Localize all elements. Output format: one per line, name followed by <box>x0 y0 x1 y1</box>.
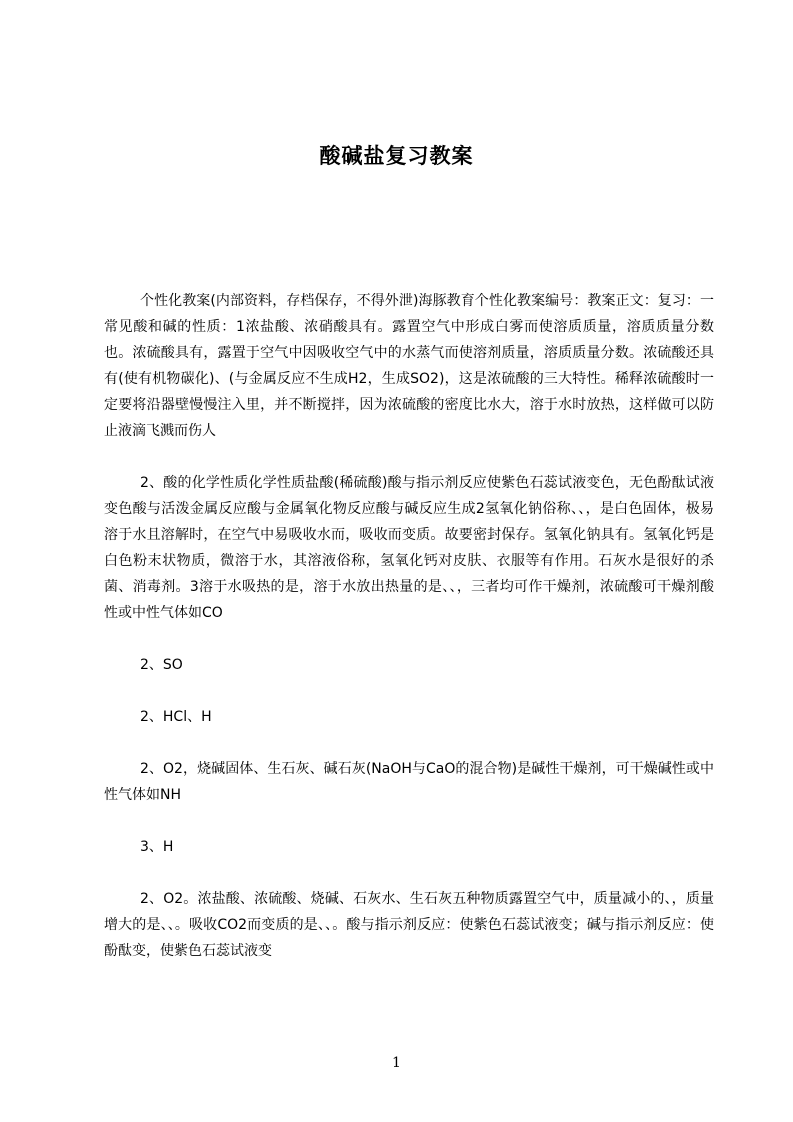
document-body <box>104 288 714 964</box>
paragraph: 2、HCl、H <box>140 709 212 725</box>
paragraph: 2、SO <box>140 657 183 673</box>
paragraph: 2、O2，烧碱固体、生石灰、碱石灰(NaOH与CaO的混合物)是碱性干燥剂，可干燥碱性或中性气体如NH <box>104 761 714 803</box>
page-title: 酸碱盐复习教案 <box>319 144 474 168</box>
paragraph: 2、O2。浓盐酸、浓硫酸、烧碱、石灰水、生石灰五种物质露置空气中，质量减小的、，质量增大的是、、。吸收CO2而变质的是、、。酸与指示剂反应：使紫色石蕊试液变；碱与指示剂反应：使酚酞变，使紫色石蕊试液变 <box>104 891 714 959</box>
paragraph: 个性化教案(内部资料，存档保存，不得外泄)海豚教育个性化教案编号：教案正文：复习：一常见酸和碱的性质：1浓盐酸、浓硝酸具有。露置空气中形成白雾而使溶质质量，溶质质量分数也。浓硫酸具有，露置于空气中因吸收空气中的水蒸气而使溶剂质量，溶质质量分数。浓硫酸还具有(使有机物碳化)、(与金属反应不生成H2，生成SO2)，这是浓硫酸的三大特性。稀释浓硫酸时一定要将沿器壁慢慢注入里，并不断搅拌，因为浓硫酸的密度比水大，溶于水时放热，这样做可以防止液滴飞溅而伤人 <box>104 293 714 439</box>
paragraph: 2、酸的化学性质化学性质盐酸(稀硫酸)酸与指示剂反应使紫色石蕊试液变色，无色酚酞试液变色酸与活泼金属反应酸与金属氧化物反应酸与碱反应生成2氢氧化钠俗称、、，是白色固体，极易溶于水且溶解时，在空气中易吸收水而，吸收而变质。故要密封保存。氢氧化钠具有。氢氧化钙是白色粉末状物质，微溶于水，其溶液俗称，氢氧化钙对皮肤、衣服等有作用。石灰水是很好的杀菌、消毒剂。3溶于水吸热的是，溶于水放出热量的是、、，三者均可作干燥剂，浓硫酸可干燥剂酸性或中性气体如CO <box>104 475 714 621</box>
paragraph: 3、H <box>140 839 174 855</box>
page-number: 1 <box>392 1055 401 1071</box>
